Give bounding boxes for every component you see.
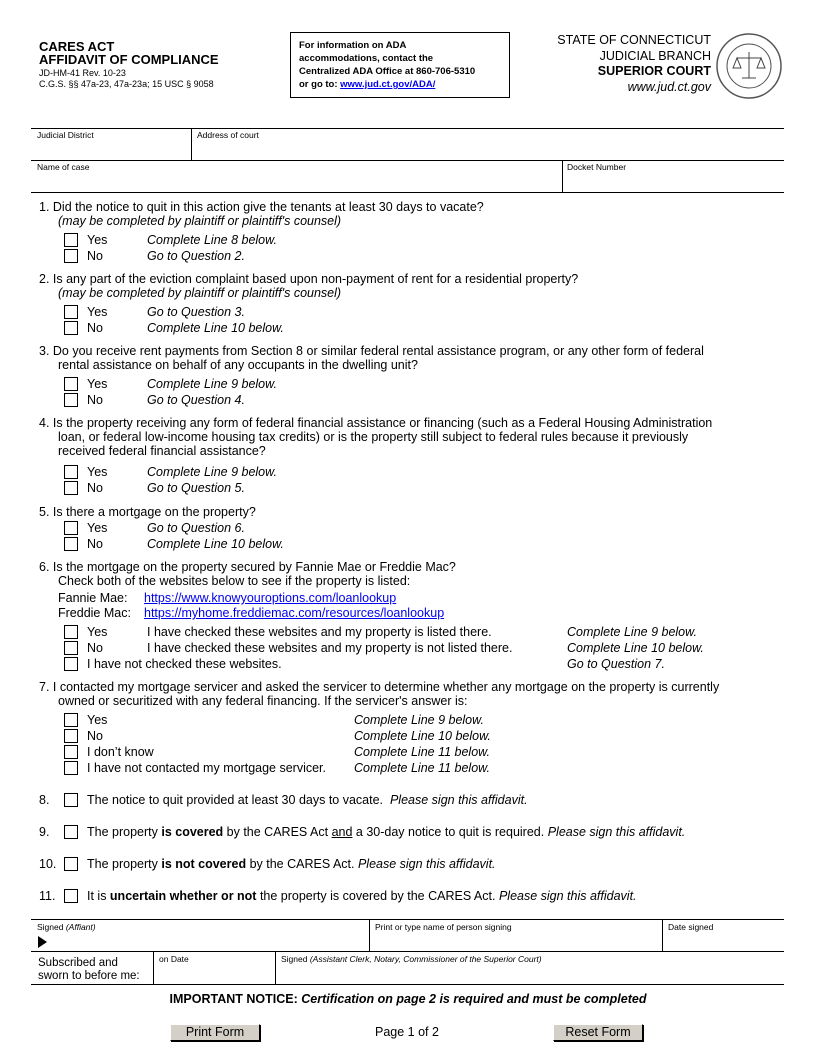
q4-yes-checkbox[interactable] bbox=[64, 465, 78, 479]
line-9-text: The property is covered by the CARES Act and a 30-day notice to quit is required. Please sign this affidavit. bbox=[87, 825, 686, 839]
option-instruction: Complete Line 11 below. bbox=[354, 745, 490, 759]
website: www.jud.ct.gov bbox=[627, 79, 711, 94]
option-text: I have checked these websites and my property is listed there. bbox=[147, 625, 492, 639]
question-3: 3. Do you receive rent payments from Section 8 or similar federal rental assistance program, or any other form of federal bbox=[39, 344, 704, 358]
ada-line: For information on ADA bbox=[299, 40, 407, 51]
on-date-label: on Date bbox=[159, 954, 189, 964]
fannie-mae-label: Fannie Mae: bbox=[58, 591, 128, 605]
form-title-2: AFFIDAVIT OF COMPLIANCE bbox=[39, 52, 219, 67]
line-8-text: The notice to quit provided at least 30 days to vacate. Please sign this affidavit. bbox=[87, 793, 528, 807]
q6-yes-checkbox[interactable] bbox=[64, 625, 78, 639]
option-instruction: Complete Line 10 below. bbox=[147, 321, 284, 335]
page-indicator: Page 1 of 2 bbox=[375, 1025, 439, 1039]
q1-no-checkbox[interactable] bbox=[64, 249, 78, 263]
question-2: 2. Is any part of the eviction complaint based upon non-payment of rent for a residential property? bbox=[39, 272, 579, 286]
docket-number-label: Docket Number bbox=[567, 162, 627, 172]
question-text: rental assistance on behalf of any occupants in the dwelling unit? bbox=[58, 358, 418, 372]
fannie-mae-link[interactable]: https://www.knowyouroptions.com/loanlookup bbox=[144, 591, 397, 605]
ada-info-box bbox=[290, 32, 510, 98]
question-text: Check both of the websites below to see if the property is listed: bbox=[58, 574, 411, 588]
question-5: 5. Is there a mortgage on the property? bbox=[39, 505, 256, 519]
option-instruction: Go to Question 7. bbox=[567, 657, 665, 671]
q7-dont-know-checkbox[interactable] bbox=[64, 745, 78, 759]
sign-here-arrow-icon bbox=[38, 936, 47, 948]
option-instruction: Complete Line 9 below. bbox=[354, 713, 484, 727]
question-6: 6. Is the mortgage on the property secured by Fannie Mae or Freddie Mac? bbox=[39, 560, 456, 574]
freddie-mac-label: Freddie Mac: bbox=[58, 606, 131, 620]
q7-no-checkbox[interactable] bbox=[64, 729, 78, 743]
option-label: Yes bbox=[87, 233, 108, 247]
option-instruction: Go to Question 4. bbox=[147, 393, 245, 407]
option-label: Yes bbox=[87, 465, 108, 479]
option-label: Yes bbox=[87, 521, 108, 535]
judicial-district-label: Judicial District bbox=[37, 130, 94, 140]
signed-affiant-label: Signed (Affiant) bbox=[37, 922, 96, 932]
option-instruction: Complete Line 9 below. bbox=[147, 377, 277, 391]
q6-not-checked-checkbox[interactable] bbox=[64, 657, 78, 671]
ada-line: accommodations, contact the bbox=[299, 53, 434, 64]
judicial-seal-logo bbox=[715, 32, 783, 100]
freddie-mac-link[interactable]: https://myhome.freddiemac.com/resources/loanlookup bbox=[144, 606, 445, 620]
subscribed-label: Subscribed and bbox=[38, 957, 118, 969]
option-label: I don’t know bbox=[87, 745, 154, 759]
option-label: No bbox=[87, 481, 103, 495]
ada-link[interactable]: www.jud.ct.gov/ADA/ bbox=[340, 79, 436, 90]
option-instruction: Go to Question 5. bbox=[147, 481, 245, 495]
state-name: STATE OF CONNECTICUT bbox=[557, 33, 711, 47]
reset-form-button[interactable]: Reset Form bbox=[553, 1024, 643, 1041]
option-instruction: Complete Line 11 below. bbox=[354, 761, 490, 775]
line-11-number: 11. bbox=[39, 889, 56, 903]
option-instruction: Complete Line 9 below. bbox=[147, 465, 277, 479]
option-instruction: Complete Line 9 below. bbox=[567, 625, 697, 639]
option-instruction: Complete Line 10 below. bbox=[567, 641, 704, 655]
question-text: received federal financial assistance? bbox=[58, 444, 266, 458]
option-instruction: Go to Question 3. bbox=[147, 305, 245, 319]
option-label: No bbox=[87, 321, 103, 335]
divider bbox=[31, 128, 784, 129]
line-8-checkbox[interactable] bbox=[64, 793, 78, 807]
option-instruction: Complete Line 10 below. bbox=[147, 537, 284, 551]
ada-goto: or go to: bbox=[299, 79, 341, 90]
option-instruction: Complete Line 10 below. bbox=[354, 729, 491, 743]
q5-no-checkbox[interactable] bbox=[64, 537, 78, 551]
option-label: Yes bbox=[87, 713, 108, 727]
option-label: Yes bbox=[87, 305, 108, 319]
line-8-number: 8. bbox=[39, 793, 50, 807]
question-note: (may be completed by plaintiff or plaintiff's counsel) bbox=[58, 286, 342, 300]
option-label: No bbox=[87, 729, 103, 743]
option-label: No bbox=[87, 393, 103, 407]
question-note: (may be completed by plaintiff or plaintiff's counsel) bbox=[58, 214, 342, 228]
option-label: Yes bbox=[87, 377, 108, 391]
line-11-text: It is uncertain whether or not the property is covered by the CARES Act. Please sign this affidavit. bbox=[87, 889, 637, 903]
statutes: C.G.S. §§ 47a-23, 47a-23a; 15 USC § 9058 bbox=[39, 79, 214, 89]
q3-yes-checkbox[interactable] bbox=[64, 377, 78, 391]
q3-no-checkbox[interactable] bbox=[64, 393, 78, 407]
form-title-1: CARES ACT bbox=[39, 39, 115, 54]
option-label: No bbox=[87, 641, 103, 655]
date-signed-label: Date signed bbox=[668, 922, 714, 932]
form-number: JD-HM-41 Rev. 10-23 bbox=[39, 68, 126, 78]
q7-not-contacted-checkbox[interactable] bbox=[64, 761, 78, 775]
sworn-label: sworn to before me: bbox=[38, 970, 140, 982]
q1-yes-checkbox[interactable] bbox=[64, 233, 78, 247]
ada-line: Centralized ADA Office at 860-706-5310 bbox=[299, 66, 476, 77]
question-4: 4. Is the property receiving any form of federal financial assistance or financing (such as a Federal Housing Administration bbox=[39, 416, 713, 430]
important-notice: IMPORTANT NOTICE: Certification on page 2 is required and must be completed bbox=[169, 992, 647, 1006]
q7-yes-checkbox[interactable] bbox=[64, 713, 78, 727]
print-name-label: Print or type name of person signing bbox=[375, 922, 512, 932]
option-label: I have not checked these websites. bbox=[87, 657, 282, 671]
line-10-number: 10. bbox=[39, 857, 57, 871]
line-11-checkbox[interactable] bbox=[64, 889, 78, 903]
print-form-button[interactable]: Print Form bbox=[170, 1024, 260, 1041]
line-9-checkbox[interactable] bbox=[64, 825, 78, 839]
option-instruction: Go to Question 6. bbox=[147, 521, 245, 535]
q4-no-checkbox[interactable] bbox=[64, 481, 78, 495]
option-instruction: Complete Line 8 below. bbox=[147, 233, 277, 247]
line-9-number: 9. bbox=[39, 825, 50, 839]
option-label: No bbox=[87, 249, 103, 263]
court-address-label: Address of court bbox=[197, 130, 259, 140]
q6-no-checkbox[interactable] bbox=[64, 641, 78, 655]
question-text: loan, or federal low-income housing tax credits) or is the property still subject to federal rules because it previously bbox=[58, 430, 689, 444]
option-label: I have not contacted my mortgage servicer. bbox=[87, 761, 327, 775]
question-1: 1. Did the notice to quit in this action give the tenants at least 30 days to vacate? bbox=[39, 200, 484, 214]
branch-name: JUDICIAL BRANCH bbox=[599, 48, 711, 63]
q5-yes-checkbox[interactable] bbox=[64, 521, 78, 535]
option-instruction: Go to Question 2. bbox=[147, 249, 245, 263]
question-7: 7. I contacted my mortgage servicer and asked the servicer to determine whether any mortgage on the property is currently bbox=[39, 680, 720, 694]
official-signature-label: Signed (Assistant Clerk, Notary, Commissioner of the Superior Court) bbox=[281, 954, 542, 964]
question-text: owned or securitized with any federal financing. If the servicer's answer is: bbox=[58, 694, 468, 708]
q2-no-checkbox[interactable] bbox=[64, 321, 78, 335]
line-10-checkbox[interactable] bbox=[64, 857, 78, 871]
option-label: No bbox=[87, 537, 103, 551]
option-text: I have checked these websites and my property is not listed there. bbox=[147, 641, 513, 655]
case-name-label: Name of case bbox=[37, 162, 90, 172]
option-label: Yes bbox=[87, 625, 108, 639]
q2-yes-checkbox[interactable] bbox=[64, 305, 78, 319]
line-10-text: The property is not covered by the CARES Act. Please sign this affidavit. bbox=[87, 857, 496, 871]
court-name: SUPERIOR COURT bbox=[597, 64, 711, 78]
